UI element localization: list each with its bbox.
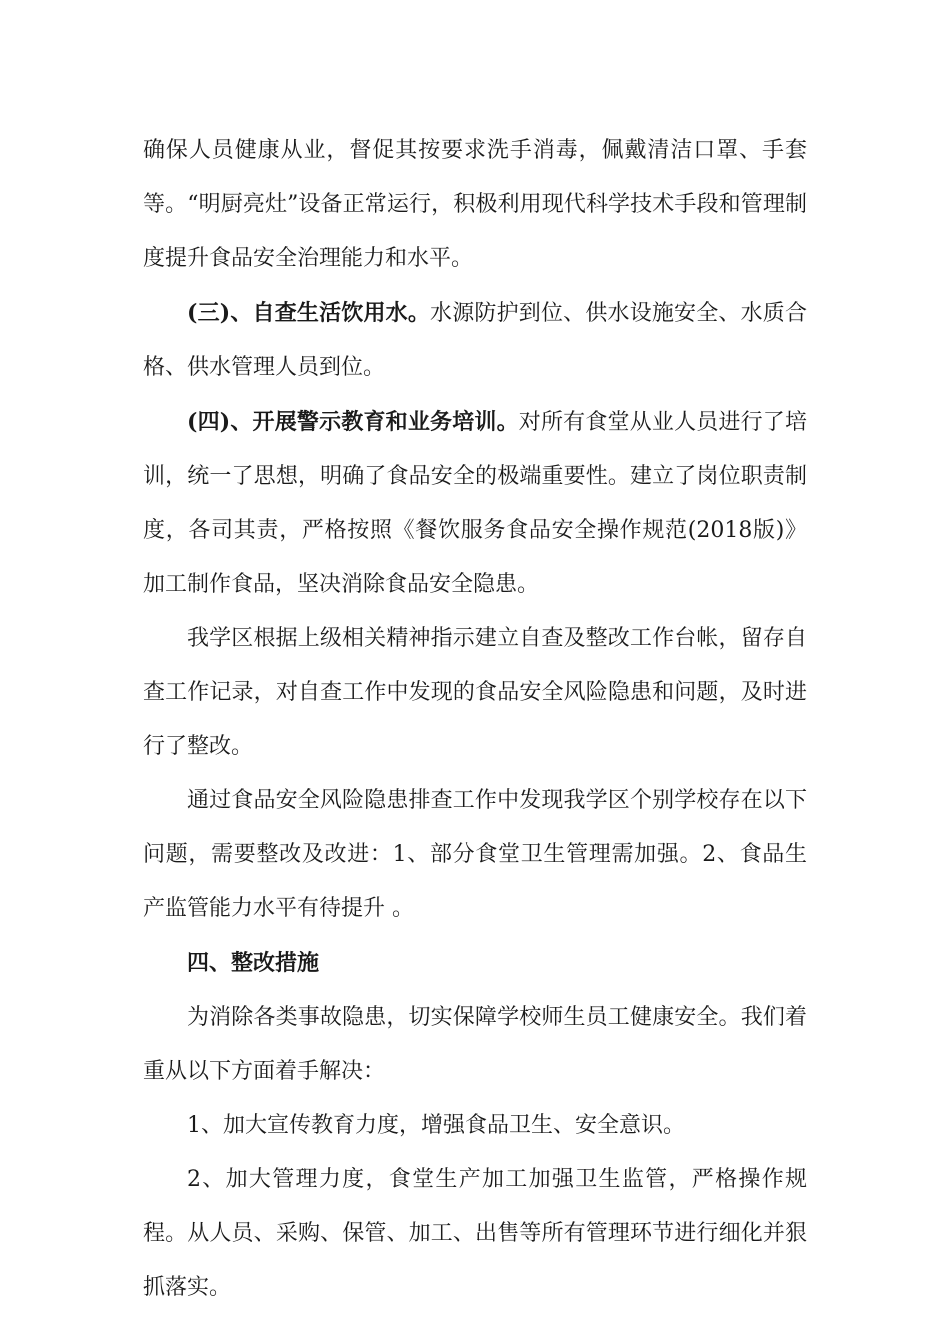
paragraph-records: 我学区根据上级相关精神指示建立自查及整改工作台帐，留存自查工作记录，对自查工作中发现的食品安全风险隐患和问题，及时进行了整改。 — [143, 626, 807, 759]
subheading-training: (四)、开展警示教育和业务培训。 — [187, 409, 519, 435]
section-heading-text: 四、整改措施 — [187, 950, 320, 976]
subheading-drinking-water: (三)、自查生活饮用水。 — [187, 300, 431, 326]
document-body — [143, 124, 807, 1315]
paragraph-drinking-water — [143, 286, 807, 395]
section-heading-measures — [143, 936, 807, 991]
paragraph-measure-2: 2、加大管理力度，食堂生产加工加强卫生监管，严格操作规程。从人员、采购、保管、加工、出售等所有管理环节进行细化并狠抓落实。 — [143, 1167, 807, 1300]
paragraph-measures-intro: 为消除各类事故隐患，切实保障学校师生员工健康安全。我们着重从以下方面着手解决： — [143, 1005, 807, 1084]
paragraph-continuation: 确保人员健康从业，督促其按要求洗手消毒，佩戴清洁口罩、手套等。“明厨亮灶”设备正常运行，积极利用现代科学技术手段和管理制度提升食品安全治理能力和水平。 — [143, 138, 807, 271]
paragraph-measure-1: 1、加大宣传教育力度，增强食品卫生、安全意识。 — [187, 1113, 685, 1138]
paragraph-problems: 通过食品安全风险隐患排查工作中发现我学区个别学校存在以下问题，需要整改及改进：1、部分食堂卫生管理需加强。2、食品生产监管能力水平有待提升 。 — [143, 788, 807, 921]
paragraph-training-body: 对所有食堂从业人员进行了培训，统一了思想，明确了食品安全的极端重要性。建立了岗位职责制度，各司其责，严格按照《餐饮服务食品安全操作规范(2018版)》加工制作食品，坚决消除食品安全隐患。 — [143, 410, 807, 597]
paragraph-training — [143, 395, 807, 612]
paragraph-drinking-water-body: 水源防护到位、供水设施安全、水质合格、供水管理人员到位。 — [143, 301, 807, 380]
